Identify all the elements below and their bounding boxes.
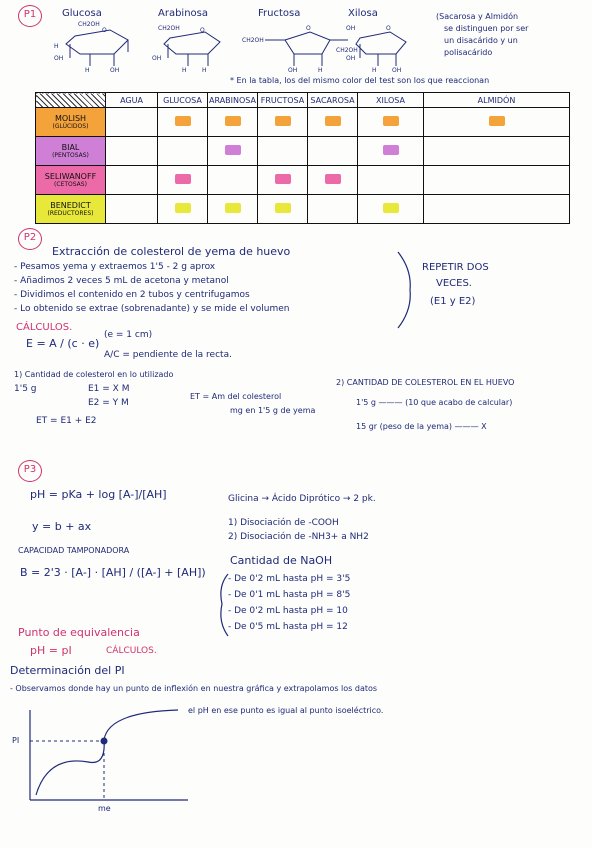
q2-title: 2) CANTIDAD DE COLESTEROL EN EL HUEVO <box>336 378 515 387</box>
svg-text:H: H <box>372 67 377 74</box>
svg-text:OH: OH <box>110 67 120 74</box>
test-result-cell <box>106 195 158 224</box>
test-row <box>36 137 570 166</box>
positive-result-mark <box>489 116 505 126</box>
test-result-cell <box>308 195 358 224</box>
q1-mass: 1'5 g <box>14 384 37 394</box>
calculos-label: CÁLCULOS. <box>16 322 73 333</box>
note-line-3: un disacárido y un <box>444 36 518 45</box>
sugar-name-arabinosa: Arabinosa <box>158 8 208 19</box>
test-result-cell <box>208 108 258 137</box>
svg-text:OH: OH <box>152 55 162 62</box>
graph-x-label: me <box>98 804 111 813</box>
test-result-cell <box>424 137 570 166</box>
test-result-cell <box>258 166 308 195</box>
positive-result-mark <box>175 174 191 184</box>
q2-row-1: 1'5 g ——— (10 que acabo de calcular) <box>356 398 513 407</box>
test-row-label <box>36 108 106 137</box>
test-name: SELIWANOFF <box>44 172 97 181</box>
svg-text:O: O <box>306 25 311 32</box>
svg-text:H: H <box>182 67 187 74</box>
q1-title: 1) Cantidad de colesterol en lo utilizado <box>14 370 174 379</box>
naoh-row-4: - De 0'5 mL hasta pH = 12 <box>228 622 348 632</box>
equiv-label: Punto de equivalencia <box>18 626 140 639</box>
buffer-eq: B = 2'3 · [A-] · [AH] / ([A-] + [AH]) <box>20 566 206 579</box>
positive-result-mark <box>325 116 341 126</box>
repeat-note-2: VECES. <box>436 278 472 289</box>
column-header: ARABINOSA <box>208 93 258 108</box>
test-result-cell <box>358 166 424 195</box>
test-row <box>36 195 570 224</box>
test-result-cell <box>106 108 158 137</box>
test-result-cell <box>158 166 208 195</box>
test-result-cell <box>208 137 258 166</box>
glicina-line: Glicina → Ácido Diprótico → 2 pk. <box>228 494 376 504</box>
step-1: - Pesamos yema y extraemos 1'5 - 2 g aprox <box>14 262 216 272</box>
equiv-eq: pH = pI <box>30 644 72 657</box>
test-row-label <box>36 166 106 195</box>
positive-result-mark <box>175 116 191 126</box>
section-2-title: Extracción de colesterol de yema de huevo <box>52 245 291 258</box>
positive-result-mark <box>175 203 191 213</box>
step-3: - Dividimos el contenido en 2 tubos y centrifugamos <box>14 290 250 300</box>
henderson-eq: pH = pKa + log [A-]/[AH] <box>30 488 167 501</box>
test-result-cell <box>424 195 570 224</box>
test-target: (REDUCTORES) <box>47 210 94 217</box>
svg-text:O: O <box>102 27 107 34</box>
naoh-row-3: - De 0'2 mL hasta pH = 10 <box>228 606 348 616</box>
q1-e1: E1 = X M <box>88 384 130 394</box>
section-3-marker: P3 <box>18 460 42 482</box>
graph-y-label: PI <box>12 736 20 745</box>
test-name: BENEDICT <box>50 201 91 210</box>
buffer-label: CAPACIDAD TAMPONADORA <box>18 546 130 555</box>
svg-text:CH2OH: CH2OH <box>158 25 180 32</box>
svg-text:OH: OH <box>346 25 356 32</box>
positive-result-mark <box>383 145 399 155</box>
calculos-3: CÁLCULOS. <box>106 646 157 656</box>
test-result-cell <box>106 137 158 166</box>
q1-e2: E2 = Y M <box>88 398 129 408</box>
test-result-cell <box>158 137 208 166</box>
positive-result-mark <box>225 203 241 213</box>
disoc-2: 2) Disociación de -NH3+ a NH2 <box>228 532 369 542</box>
test-result-cell <box>106 166 158 195</box>
svg-text:H: H <box>202 67 207 74</box>
step-2: - Añadimos 2 veces 5 mL de acetona y metanol <box>14 276 229 286</box>
test-result-cell <box>308 166 358 195</box>
test-result-cell <box>308 108 358 137</box>
svg-text:O: O <box>200 27 205 34</box>
column-header: GLUCOSA <box>158 93 208 108</box>
step-4: - Lo obtenido se extrae (sobrenadante) y se mide el volumen <box>14 304 290 314</box>
test-result-cell <box>258 137 308 166</box>
naoh-row-2: - De 0'1 mL hasta pH = 8'5 <box>228 590 351 600</box>
test-result-cell <box>158 195 208 224</box>
formula-E: E = A / (c · e) <box>26 337 100 350</box>
sugar-name-glucosa: Glucosa <box>62 8 102 19</box>
test-name: BIAL <box>61 143 80 152</box>
test-result-cell <box>158 108 208 137</box>
test-target: (PENTOSAS) <box>52 152 89 159</box>
svg-text:H: H <box>85 67 90 74</box>
positive-result-mark <box>225 116 241 126</box>
svg-text:OH: OH <box>346 55 356 62</box>
test-result-cell <box>358 137 424 166</box>
test-row <box>36 166 570 195</box>
svg-text:OH: OH <box>54 55 64 62</box>
test-result-cell <box>424 166 570 195</box>
test-row-label <box>36 137 106 166</box>
positive-result-mark <box>275 116 291 126</box>
sugar-name-xilosa: Xilosa <box>348 8 378 19</box>
svg-text:H: H <box>318 67 323 74</box>
positive-result-mark <box>383 203 399 213</box>
repeat-note-1: REPETIR DOS <box>422 262 489 273</box>
positive-result-mark <box>275 174 291 184</box>
brace-right <box>396 250 416 330</box>
svg-text:CH2OH: CH2OH <box>336 47 358 54</box>
disoc-1: 1) Disociación de -COOH <box>228 518 339 528</box>
table-header-row <box>36 93 570 108</box>
test-result-cell <box>258 108 308 137</box>
svg-text:H: H <box>54 43 59 50</box>
det-title: Determinación del PI <box>10 664 125 677</box>
naoh-row-1: - De 0'2 mL hasta pH = 3'5 <box>228 574 351 584</box>
positive-result-mark <box>225 145 241 155</box>
column-header: XILOSA <box>358 93 424 108</box>
note-line-1: (Sacarosa y Almidón <box>436 12 519 21</box>
det-line-2: el pH en ese punto es igual al punto isoeléctrico. <box>188 706 384 715</box>
test-row <box>36 108 570 137</box>
svg-text:CH2OH: CH2OH <box>242 37 264 44</box>
linear-eq: y = b + ax <box>32 520 92 533</box>
test-result-cell <box>258 195 308 224</box>
det-line-1: - Observamos donde hay un punto de inflexión en nuestra gráfica y extrapolamos los datos <box>10 684 378 693</box>
svg-text:OH: OH <box>288 67 298 74</box>
positive-result-mark <box>325 174 341 184</box>
test-result-cell <box>358 108 424 137</box>
path-length-note: (e = 1 cm) <box>104 330 153 340</box>
positive-result-mark <box>275 203 291 213</box>
repeat-note-3: (E1 y E2) <box>430 296 476 307</box>
svg-text:CH2OH: CH2OH <box>78 21 100 28</box>
sugar-tests-table <box>35 92 570 224</box>
column-header: FRUCTOSA <box>258 93 308 108</box>
test-result-cell <box>308 137 358 166</box>
test-result-cell <box>208 166 258 195</box>
sugar-structures-drawing <box>40 18 420 74</box>
test-result-cell <box>358 195 424 224</box>
svg-text:OH: OH <box>392 67 402 74</box>
note-line-2: se distinguen por ser <box>444 24 529 33</box>
test-result-cell <box>208 195 258 224</box>
naoh-title: Cantidad de NaOH <box>230 554 333 567</box>
test-row-label <box>36 195 106 224</box>
table-corner-cell <box>36 93 106 108</box>
column-header: ALMIDÓN <box>424 93 570 108</box>
test-target: (CETOSAS) <box>54 181 87 188</box>
slope-note: A/C = pendiente de la recta. <box>104 350 232 360</box>
q2-row-2: 15 gr (peso de la yema) ——— X <box>356 422 487 431</box>
test-target: (GLÚCIDOS) <box>52 123 89 130</box>
svg-text:O: O <box>386 25 391 32</box>
column-header: SACAROSA <box>308 93 358 108</box>
table-note: * En la tabla, los del mismo color del test son los que reaccionan <box>230 76 490 85</box>
test-name: MOLISH <box>54 114 87 123</box>
sugar-name-fructosa: Fructosa <box>258 8 301 19</box>
note-line-4: polisacárido <box>444 48 493 57</box>
section-2-marker: P2 <box>18 228 42 250</box>
q1-et-note-2: mg en 1'5 g de yema <box>230 406 316 415</box>
test-result-cell <box>424 108 570 137</box>
q1-et: ET = E1 + E2 <box>36 416 97 426</box>
positive-result-mark <box>383 116 399 126</box>
q1-et-note-1: ET = Am del colesterol <box>190 392 282 401</box>
section-1-marker: P1 <box>18 5 42 27</box>
column-header: AGUA <box>106 93 158 108</box>
